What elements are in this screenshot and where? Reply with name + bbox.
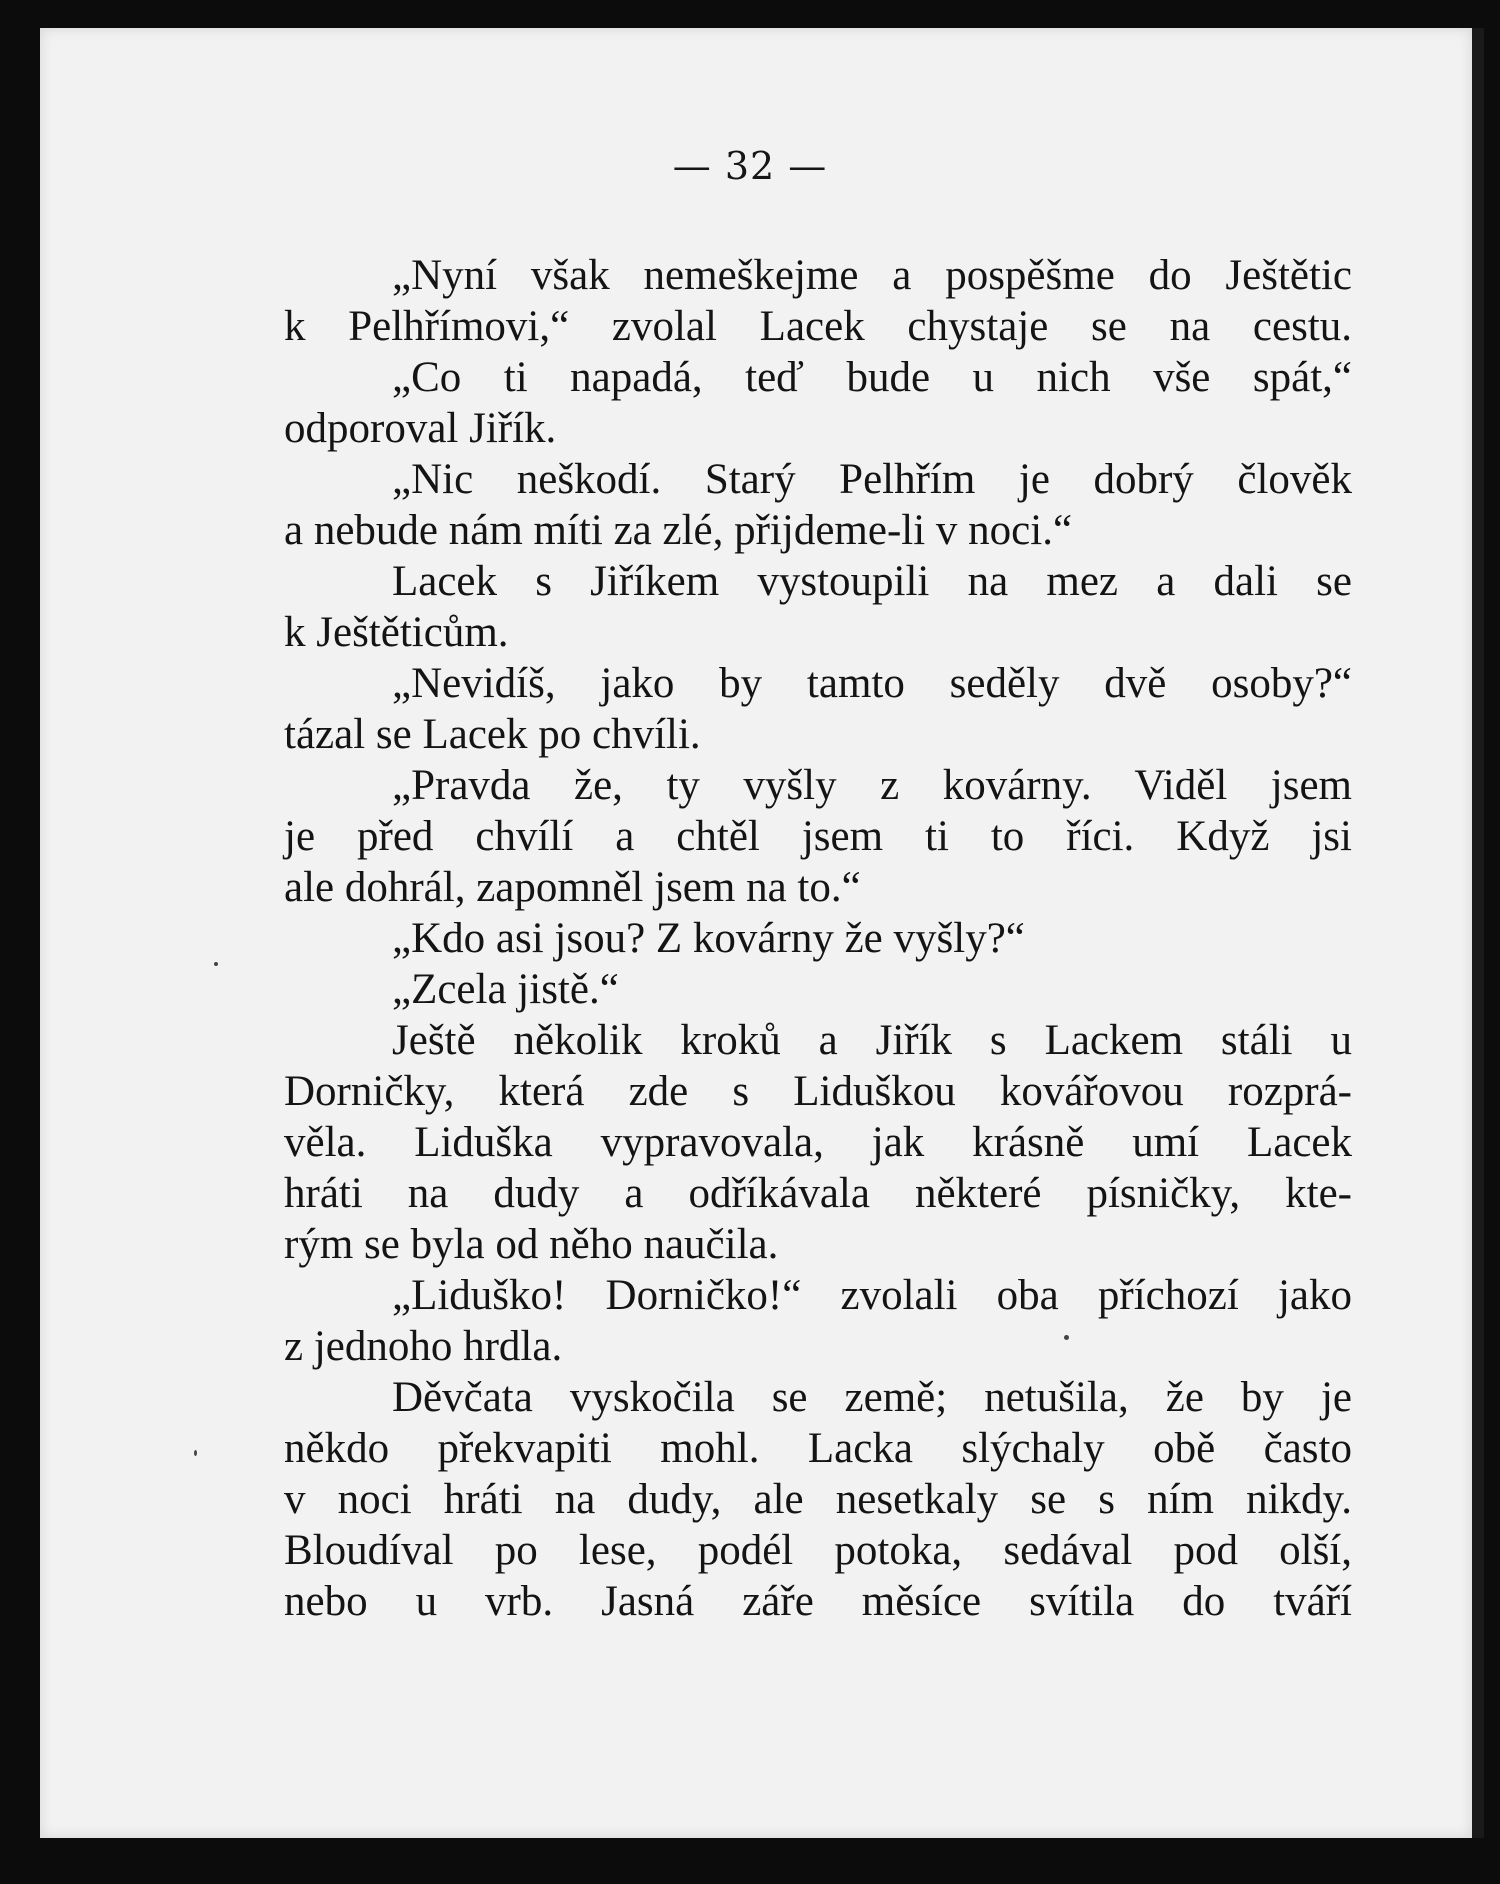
text-line: „Liduško! Dorničko!“ zvolali oba příchozí jako	[392, 1272, 1352, 1319]
text-line: Bloudíval po lese, podél potoka, sedával pod olší,	[284, 1527, 1352, 1574]
text-line: rým se byla od něho naučila.	[284, 1221, 779, 1268]
scan-speck	[1064, 1335, 1069, 1340]
text-line: z jednoho hrdla.	[284, 1323, 563, 1370]
text-line: „Nevidíš, jako by tamto seděly dvě osoby?“	[392, 660, 1352, 707]
text-line: věla. Liduška vypravovala, jak krásně umí Lacek	[284, 1119, 1352, 1166]
text-line: „Co ti napadá, teď bude u nich vše spát,“	[392, 354, 1352, 401]
text-line: „Zcela jistě.“	[392, 966, 619, 1013]
body-text	[284, 250, 1352, 1627]
text-line: někdo překvapiti mohl. Lacka slýchaly obě často	[284, 1425, 1352, 1472]
text-line: „Kdo asi jsou? Z kovárny že vyšly?“	[392, 915, 1025, 962]
text-line: v noci hráti na dudy, ale nesetkaly se s ním nikdy.	[284, 1476, 1352, 1523]
text-line: a nebude nám míti za zlé, přijdeme-li v noci.“	[284, 507, 1073, 554]
text-line: k Ještěticům.	[284, 609, 509, 656]
text-line: hráti na dudy a odříkávala některé písničky, kte-	[284, 1170, 1352, 1217]
text-line: je před chvílí a chtěl jsem ti to říci. Když jsi	[284, 813, 1352, 860]
page-number: — 32 —	[672, 144, 828, 188]
scan-speck	[194, 1450, 197, 1456]
text-line: k Pelhřímovi,“ zvolal Lacek chystaje se na cestu.	[284, 303, 1352, 350]
text-line: Dorničky, která zde s Liduškou kovářovou rozprá-	[284, 1068, 1352, 1115]
text-line: „Nyní však nemeškejme a pospěšme do Ještětic	[392, 252, 1352, 299]
scan-speck	[214, 962, 218, 966]
page-edge-shadow	[1472, 28, 1484, 1838]
text-line: nebo u vrb. Jasná záře měsíce svítila do tváří	[284, 1578, 1352, 1625]
text-line: Lacek s Jiříkem vystoupili na mez a dali se	[392, 558, 1352, 605]
text-line: „Nic neškodí. Starý Pelhřím je dobrý člověk	[392, 456, 1352, 503]
text-line: odporoval Jiřík.	[284, 405, 557, 452]
text-line: Děvčata vyskočila se země; netušila, že by je	[392, 1374, 1352, 1421]
text-line: ale dohrál, zapomněl jsem na to.“	[284, 864, 861, 911]
text-line: „Pravda že, ty vyšly z kovárny. Viděl jsem	[392, 762, 1352, 809]
text-line: tázal se Lacek po chvíli.	[284, 711, 701, 758]
text-line: Ještě několik kroků a Jiřík s Lackem stáli u	[392, 1017, 1352, 1064]
